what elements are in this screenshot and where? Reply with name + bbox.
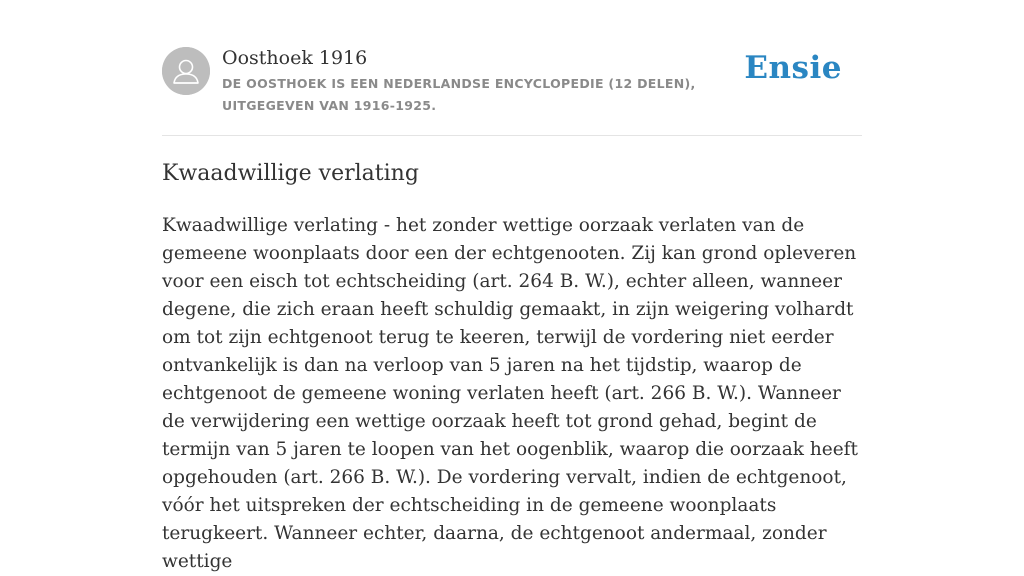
brand-logo[interactable]: Ensie	[744, 50, 842, 86]
article-body: Kwaadwillige verlating - het zonder wettige oorzaak verlaten van de gemeene woonplaats door een der echtgenooten. Zij kan grond opleveren voor een eisch tot echtscheiding (art. 264 B. W.), echter alleen, wanneer degene, die zich eraan heeft schuldig gemaakt, in zijn weigering volhardt om tot zijn echtgenoot terug te keeren, terwijl de vordering niet eerder ontvankelijk is dan na verloop van 5 jaren na het tijdstip, waarop de echtgenoot de gemeene woning verlaten heeft (art. 266 B. W.). Wanneer de verwijdering een wettige oorzaak heeft tot grond gehad, begint de termijn van 5 jaren te loopen van het oogenblik, waarop die oorzaak heeft opgehouden (art. 266 B. W.). De vordering vervalt, indien de echtgenoot, vóór het uitspreken der echtscheiding in de gemeene woonplaats terugkeert. Wanneer echter, daarna, de echtgenoot andermaal, zonder wettige	[162, 215, 858, 572]
article-title: Kwaadwillige verlating	[162, 161, 419, 186]
author-header	[162, 44, 862, 116]
author-name[interactable]: Oosthoek 1916	[222, 47, 368, 69]
author-description: DE OOSTHOEK IS EEN NEDERLANDSE ENCYCLOPEDIE (12 DELEN), UITGEGEVEN VAN 1916-1925.	[222, 76, 696, 113]
author-info	[222, 44, 762, 117]
user-avatar-icon	[162, 47, 210, 95]
avatar[interactable]	[162, 47, 210, 95]
header-divider	[162, 135, 862, 136]
